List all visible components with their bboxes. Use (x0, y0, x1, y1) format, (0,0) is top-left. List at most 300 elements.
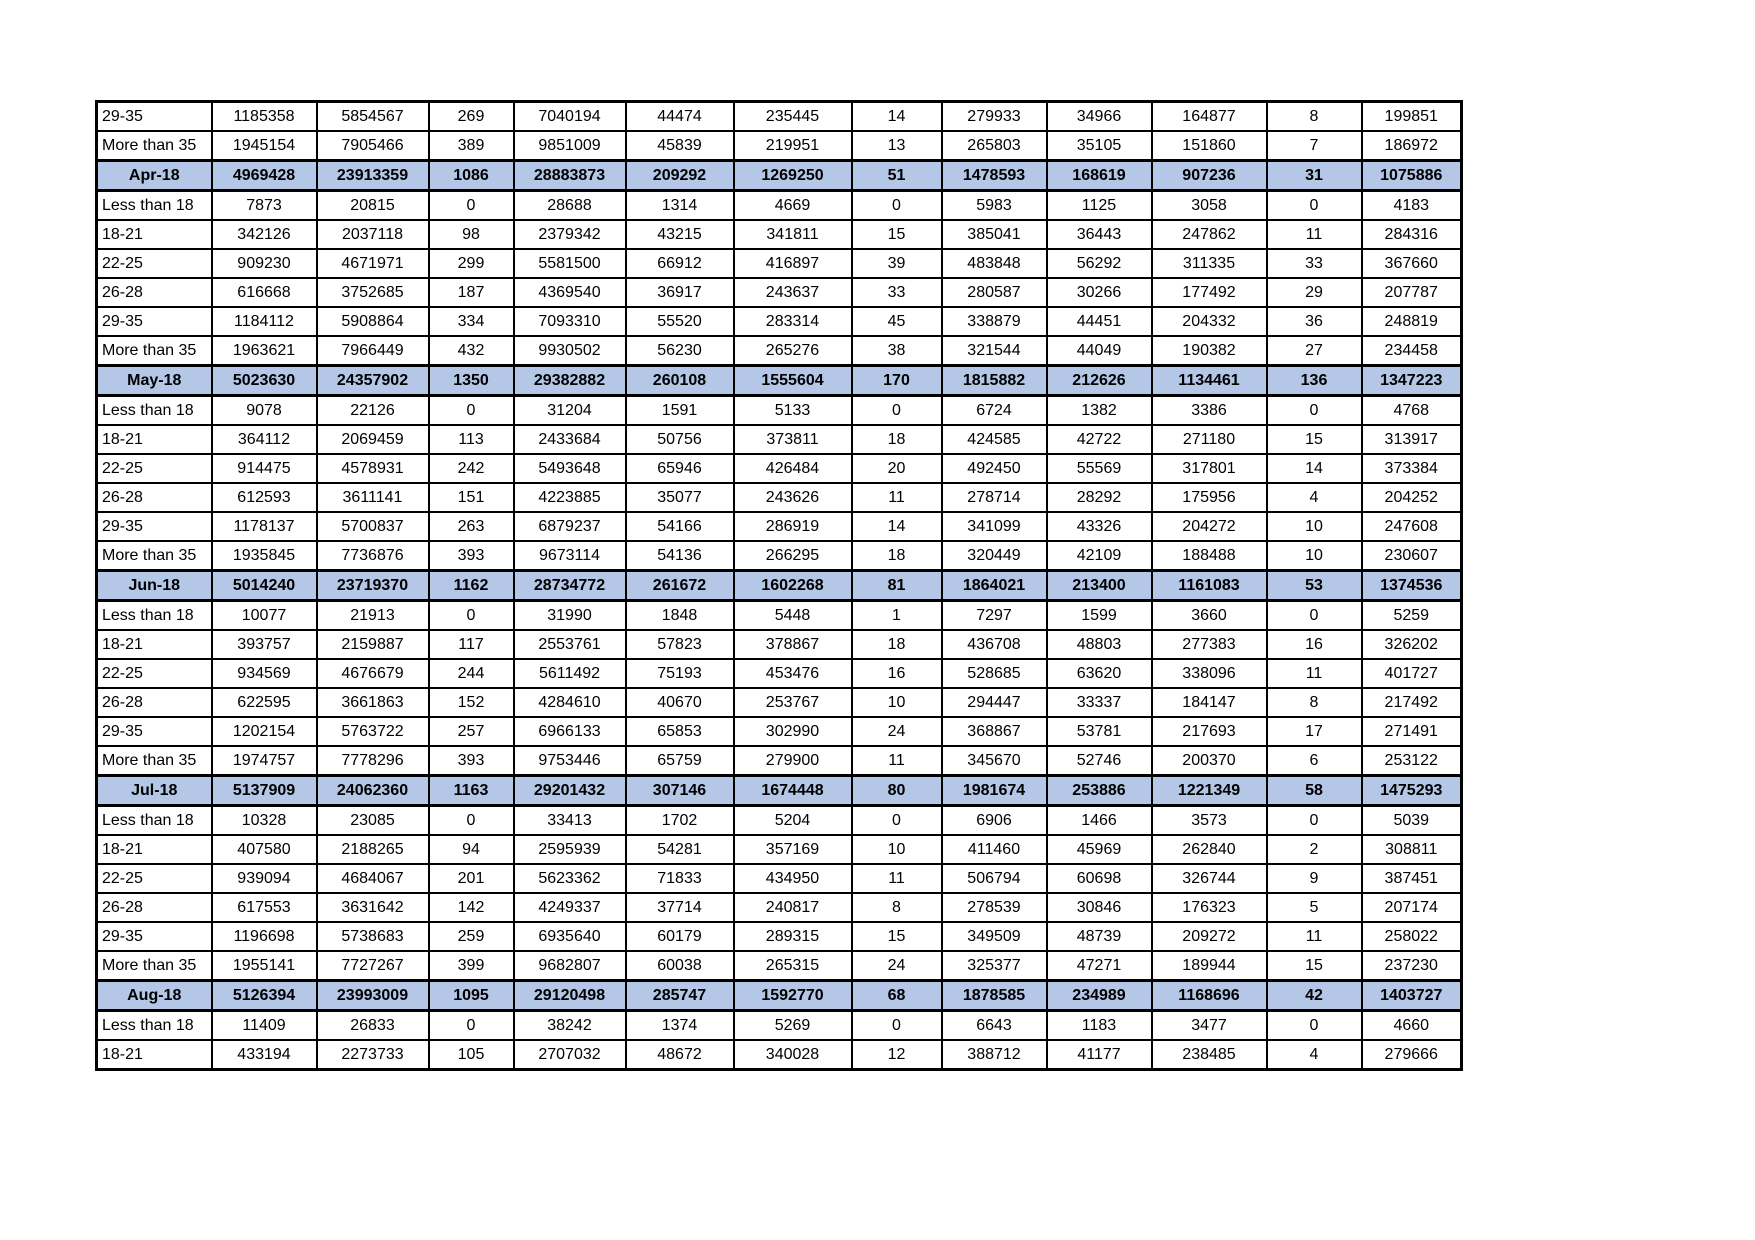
row-label-cell: 18-21 (97, 630, 212, 659)
value-cell: 294447 (942, 688, 1047, 717)
value-cell: 11 (1267, 922, 1362, 951)
value-cell: 1202154 (212, 717, 317, 746)
value-cell: 15 (1267, 425, 1362, 454)
value-cell: 279933 (942, 102, 1047, 132)
row-label-cell: Less than 18 (97, 806, 212, 836)
value-cell: 24062360 (317, 776, 429, 806)
value-cell: 20815 (317, 191, 429, 221)
value-cell: 243626 (734, 483, 852, 512)
value-cell: 1221349 (1152, 776, 1267, 806)
value-cell: 9682807 (514, 951, 626, 981)
row-label-cell: 22-25 (97, 249, 212, 278)
value-cell: 204252 (1362, 483, 1462, 512)
value-cell: 1475293 (1362, 776, 1462, 806)
row-label-cell: More than 35 (97, 336, 212, 366)
value-cell: 65946 (626, 454, 734, 483)
value-cell: 35105 (1047, 131, 1152, 161)
value-cell: 30846 (1047, 893, 1152, 922)
value-cell: 11 (852, 746, 942, 776)
value-cell: 393 (429, 746, 514, 776)
value-cell: 240817 (734, 893, 852, 922)
value-cell: 21913 (317, 601, 429, 631)
value-cell: 1599 (1047, 601, 1152, 631)
value-cell: 2273733 (317, 1040, 429, 1070)
value-cell: 279666 (1362, 1040, 1462, 1070)
value-cell: 5023630 (212, 366, 317, 396)
value-cell: 9851009 (514, 131, 626, 161)
value-cell: 388712 (942, 1040, 1047, 1070)
row-label-cell: More than 35 (97, 131, 212, 161)
table-row (97, 922, 1462, 951)
value-cell: 1945154 (212, 131, 317, 161)
value-cell: 3386 (1152, 396, 1267, 426)
value-cell: 338096 (1152, 659, 1267, 688)
value-cell: 271491 (1362, 717, 1462, 746)
month-summary-row (97, 161, 1462, 191)
value-cell: 1974757 (212, 746, 317, 776)
value-cell: 1162 (429, 571, 514, 601)
value-cell: 401727 (1362, 659, 1462, 688)
value-cell: 338879 (942, 307, 1047, 336)
value-cell: 57823 (626, 630, 734, 659)
value-cell: 5039 (1362, 806, 1462, 836)
row-label-cell: 18-21 (97, 220, 212, 249)
row-label-cell: 29-35 (97, 512, 212, 541)
value-cell: 393757 (212, 630, 317, 659)
value-cell: 6643 (942, 1011, 1047, 1041)
value-cell: 5204 (734, 806, 852, 836)
value-cell: 3661863 (317, 688, 429, 717)
value-cell: 265276 (734, 336, 852, 366)
value-cell: 1674448 (734, 776, 852, 806)
value-cell: 285747 (626, 981, 734, 1011)
value-cell: 1314 (626, 191, 734, 221)
value-cell: 426484 (734, 454, 852, 483)
value-cell: 190382 (1152, 336, 1267, 366)
value-cell: 33 (1267, 249, 1362, 278)
value-cell: 5133 (734, 396, 852, 426)
value-cell: 1269250 (734, 161, 852, 191)
value-cell: 35077 (626, 483, 734, 512)
value-cell: 28734772 (514, 571, 626, 601)
value-cell: 43215 (626, 220, 734, 249)
value-cell: 373811 (734, 425, 852, 454)
value-cell: 51 (852, 161, 942, 191)
table-row (97, 220, 1462, 249)
value-cell: 238485 (1152, 1040, 1267, 1070)
row-label-cell: 18-21 (97, 425, 212, 454)
value-cell: 11 (852, 864, 942, 893)
value-cell: 204332 (1152, 307, 1267, 336)
value-cell: 258022 (1362, 922, 1462, 951)
value-cell: 3660 (1152, 601, 1267, 631)
table-row (97, 1040, 1462, 1070)
value-cell: 1374536 (1362, 571, 1462, 601)
row-label-cell: 26-28 (97, 688, 212, 717)
value-cell: 55520 (626, 307, 734, 336)
value-cell: 23913359 (317, 161, 429, 191)
row-label-cell: Less than 18 (97, 396, 212, 426)
value-cell: 278539 (942, 893, 1047, 922)
value-cell: 235445 (734, 102, 852, 132)
value-cell: 26833 (317, 1011, 429, 1041)
value-cell: 8 (1267, 102, 1362, 132)
row-label-cell: Less than 18 (97, 191, 212, 221)
value-cell: 0 (1267, 396, 1362, 426)
value-cell: 170 (852, 366, 942, 396)
value-cell: 56292 (1047, 249, 1152, 278)
value-cell: 50756 (626, 425, 734, 454)
value-cell: 5623362 (514, 864, 626, 893)
value-cell: 278714 (942, 483, 1047, 512)
value-cell: 1963621 (212, 336, 317, 366)
table-row (97, 541, 1462, 571)
value-cell: 5259 (1362, 601, 1462, 631)
value-cell: 6935640 (514, 922, 626, 951)
row-label-cell: More than 35 (97, 746, 212, 776)
value-cell: 27 (1267, 336, 1362, 366)
value-cell: 357169 (734, 835, 852, 864)
value-cell: 4660 (1362, 1011, 1462, 1041)
age-group-monthly-table (95, 100, 1463, 1071)
row-label-cell: 22-25 (97, 659, 212, 688)
value-cell: 0 (852, 191, 942, 221)
row-label-cell: 26-28 (97, 893, 212, 922)
value-cell: 98 (429, 220, 514, 249)
value-cell: 1955141 (212, 951, 317, 981)
value-cell: 7873 (212, 191, 317, 221)
value-cell: 53 (1267, 571, 1362, 601)
table-row (97, 688, 1462, 717)
table-row (97, 336, 1462, 366)
value-cell: 317801 (1152, 454, 1267, 483)
value-cell: 7727267 (317, 951, 429, 981)
value-cell: 5493648 (514, 454, 626, 483)
value-cell: 10 (1267, 541, 1362, 571)
value-cell: 341099 (942, 512, 1047, 541)
value-cell: 151860 (1152, 131, 1267, 161)
value-cell: 207787 (1362, 278, 1462, 307)
value-cell: 15 (852, 220, 942, 249)
value-cell: 187 (429, 278, 514, 307)
value-cell: 436708 (942, 630, 1047, 659)
value-cell: 201 (429, 864, 514, 893)
value-cell: 44474 (626, 102, 734, 132)
value-cell: 378867 (734, 630, 852, 659)
value-cell: 65759 (626, 746, 734, 776)
value-cell: 10077 (212, 601, 317, 631)
value-cell: 4249337 (514, 893, 626, 922)
table-row (97, 717, 1462, 746)
value-cell: 1196698 (212, 922, 317, 951)
value-cell: 1403727 (1362, 981, 1462, 1011)
value-cell: 364112 (212, 425, 317, 454)
row-label-cell: 18-21 (97, 1040, 212, 1070)
value-cell: 1602268 (734, 571, 852, 601)
value-cell: 0 (852, 396, 942, 426)
value-cell: 5700837 (317, 512, 429, 541)
value-cell: 11409 (212, 1011, 317, 1041)
value-cell: 0 (429, 806, 514, 836)
value-cell: 6 (1267, 746, 1362, 776)
value-cell: 54166 (626, 512, 734, 541)
value-cell: 33413 (514, 806, 626, 836)
table-row (97, 864, 1462, 893)
value-cell: 14 (1267, 454, 1362, 483)
value-cell: 616668 (212, 278, 317, 307)
value-cell: 5448 (734, 601, 852, 631)
value-cell: 230607 (1362, 541, 1462, 571)
value-cell: 186972 (1362, 131, 1462, 161)
table-row (97, 425, 1462, 454)
value-cell: 277383 (1152, 630, 1267, 659)
value-cell: 15 (1267, 951, 1362, 981)
value-cell: 280587 (942, 278, 1047, 307)
value-cell: 34966 (1047, 102, 1152, 132)
value-cell: 1878585 (942, 981, 1047, 1011)
value-cell: 0 (429, 1011, 514, 1041)
value-cell: 253767 (734, 688, 852, 717)
value-cell: 2595939 (514, 835, 626, 864)
value-cell: 13 (852, 131, 942, 161)
value-cell: 1555604 (734, 366, 852, 396)
value-cell: 0 (1267, 191, 1362, 221)
value-cell: 4369540 (514, 278, 626, 307)
value-cell: 0 (429, 191, 514, 221)
value-cell: 345670 (942, 746, 1047, 776)
value-cell: 5126394 (212, 981, 317, 1011)
value-cell: 1478593 (942, 161, 1047, 191)
value-cell: 1848 (626, 601, 734, 631)
value-cell: 302990 (734, 717, 852, 746)
value-cell: 5611492 (514, 659, 626, 688)
value-cell: 1591 (626, 396, 734, 426)
value-cell: 217492 (1362, 688, 1462, 717)
table-row (97, 630, 1462, 659)
value-cell: 152 (429, 688, 514, 717)
value-cell: 269 (429, 102, 514, 132)
value-cell: 4284610 (514, 688, 626, 717)
value-cell: 416897 (734, 249, 852, 278)
row-label-cell: 26-28 (97, 278, 212, 307)
table-row (97, 601, 1462, 631)
value-cell: 0 (429, 396, 514, 426)
value-cell: 175956 (1152, 483, 1267, 512)
table-row (97, 835, 1462, 864)
value-cell: 4684067 (317, 864, 429, 893)
value-cell: 393 (429, 541, 514, 571)
value-cell: 75193 (626, 659, 734, 688)
row-label-cell: 26-28 (97, 483, 212, 512)
row-label-cell: 22-25 (97, 454, 212, 483)
value-cell: 2159887 (317, 630, 429, 659)
value-cell: 307146 (626, 776, 734, 806)
value-cell: 29382882 (514, 366, 626, 396)
value-cell: 5854567 (317, 102, 429, 132)
value-cell: 11 (1267, 220, 1362, 249)
value-cell: 10 (1267, 512, 1362, 541)
value-cell: 7297 (942, 601, 1047, 631)
value-cell: 1382 (1047, 396, 1152, 426)
value-cell: 242 (429, 454, 514, 483)
value-cell: 22126 (317, 396, 429, 426)
month-summary-row (97, 981, 1462, 1011)
value-cell: 44049 (1047, 336, 1152, 366)
value-cell: 368867 (942, 717, 1047, 746)
value-cell: 284316 (1362, 220, 1462, 249)
value-cell: 37714 (626, 893, 734, 922)
value-cell: 4578931 (317, 454, 429, 483)
value-cell: 3752685 (317, 278, 429, 307)
value-cell: 342126 (212, 220, 317, 249)
value-cell: 55569 (1047, 454, 1152, 483)
value-cell: 31204 (514, 396, 626, 426)
value-cell: 0 (1267, 806, 1362, 836)
value-cell: 24 (852, 951, 942, 981)
value-cell: 0 (852, 1011, 942, 1041)
value-cell: 244 (429, 659, 514, 688)
row-label-cell: More than 35 (97, 951, 212, 981)
value-cell: 387451 (1362, 864, 1462, 893)
value-cell: 65853 (626, 717, 734, 746)
value-cell: 1183 (1047, 1011, 1152, 1041)
value-cell: 4969428 (212, 161, 317, 191)
value-cell: 60179 (626, 922, 734, 951)
value-cell: 6906 (942, 806, 1047, 836)
value-cell: 66912 (626, 249, 734, 278)
value-cell: 4223885 (514, 483, 626, 512)
value-cell: 28688 (514, 191, 626, 221)
value-cell: 234989 (1047, 981, 1152, 1011)
value-cell: 399 (429, 951, 514, 981)
value-cell: 14 (852, 512, 942, 541)
month-summary-row (97, 776, 1462, 806)
value-cell: 9 (1267, 864, 1362, 893)
month-label-cell: May-18 (97, 366, 212, 396)
value-cell: 18 (852, 630, 942, 659)
value-cell: 299 (429, 249, 514, 278)
value-cell: 12 (852, 1040, 942, 1070)
value-cell: 29120498 (514, 981, 626, 1011)
value-cell: 1075886 (1362, 161, 1462, 191)
value-cell: 5908864 (317, 307, 429, 336)
value-cell: 45969 (1047, 835, 1152, 864)
value-cell: 492450 (942, 454, 1047, 483)
value-cell: 237230 (1362, 951, 1462, 981)
value-cell: 28292 (1047, 483, 1152, 512)
value-cell: 325377 (942, 951, 1047, 981)
value-cell: 39 (852, 249, 942, 278)
value-cell: 2707032 (514, 1040, 626, 1070)
value-cell: 151 (429, 483, 514, 512)
value-cell: 909230 (212, 249, 317, 278)
value-cell: 53781 (1047, 717, 1152, 746)
value-cell: 33 (852, 278, 942, 307)
value-cell: 10 (852, 835, 942, 864)
value-cell: 432 (429, 336, 514, 366)
value-cell: 341811 (734, 220, 852, 249)
table-row (97, 512, 1462, 541)
value-cell: 2379342 (514, 220, 626, 249)
value-cell: 506794 (942, 864, 1047, 893)
value-cell: 17 (1267, 717, 1362, 746)
value-cell: 259 (429, 922, 514, 951)
value-cell: 199851 (1362, 102, 1462, 132)
value-cell: 311335 (1152, 249, 1267, 278)
value-cell: 1086 (429, 161, 514, 191)
value-cell: 54136 (626, 541, 734, 571)
value-cell: 528685 (942, 659, 1047, 688)
value-cell: 24 (852, 717, 942, 746)
month-label-cell: Aug-18 (97, 981, 212, 1011)
value-cell: 1592770 (734, 981, 852, 1011)
value-cell: 56230 (626, 336, 734, 366)
value-cell: 1 (852, 601, 942, 631)
value-cell: 2069459 (317, 425, 429, 454)
value-cell: 5269 (734, 1011, 852, 1041)
value-cell: 209292 (626, 161, 734, 191)
value-cell: 289315 (734, 922, 852, 951)
value-cell: 31990 (514, 601, 626, 631)
value-cell: 234458 (1362, 336, 1462, 366)
table-row (97, 396, 1462, 426)
value-cell: 434950 (734, 864, 852, 893)
value-cell: 38242 (514, 1011, 626, 1041)
value-cell: 68 (852, 981, 942, 1011)
value-cell: 54281 (626, 835, 734, 864)
value-cell: 58 (1267, 776, 1362, 806)
value-cell: 41177 (1047, 1040, 1152, 1070)
value-cell: 16 (1267, 630, 1362, 659)
value-cell: 5014240 (212, 571, 317, 601)
table-row (97, 1011, 1462, 1041)
value-cell: 7 (1267, 131, 1362, 161)
value-cell: 7093310 (514, 307, 626, 336)
value-cell: 42109 (1047, 541, 1152, 571)
value-cell: 1864021 (942, 571, 1047, 601)
value-cell: 15 (852, 922, 942, 951)
value-cell: 184147 (1152, 688, 1267, 717)
row-label-cell: More than 35 (97, 541, 212, 571)
table-row (97, 806, 1462, 836)
value-cell: 16 (852, 659, 942, 688)
value-cell: 3631642 (317, 893, 429, 922)
value-cell: 279900 (734, 746, 852, 776)
value-cell: 8 (1267, 688, 1362, 717)
value-cell: 11 (1267, 659, 1362, 688)
table-row (97, 659, 1462, 688)
value-cell: 283314 (734, 307, 852, 336)
value-cell: 8 (852, 893, 942, 922)
value-cell: 411460 (942, 835, 1047, 864)
value-cell: 3611141 (317, 483, 429, 512)
value-cell: 2553761 (514, 630, 626, 659)
value-cell: 29201432 (514, 776, 626, 806)
value-cell: 389 (429, 131, 514, 161)
value-cell: 5983 (942, 191, 1047, 221)
value-cell: 71833 (626, 864, 734, 893)
value-cell: 907236 (1152, 161, 1267, 191)
value-cell: 257 (429, 717, 514, 746)
value-cell: 612593 (212, 483, 317, 512)
value-cell: 11 (852, 483, 942, 512)
value-cell: 253886 (1047, 776, 1152, 806)
value-cell: 20 (852, 454, 942, 483)
value-cell: 7905466 (317, 131, 429, 161)
value-cell: 23993009 (317, 981, 429, 1011)
value-cell: 23085 (317, 806, 429, 836)
value-cell: 934569 (212, 659, 317, 688)
